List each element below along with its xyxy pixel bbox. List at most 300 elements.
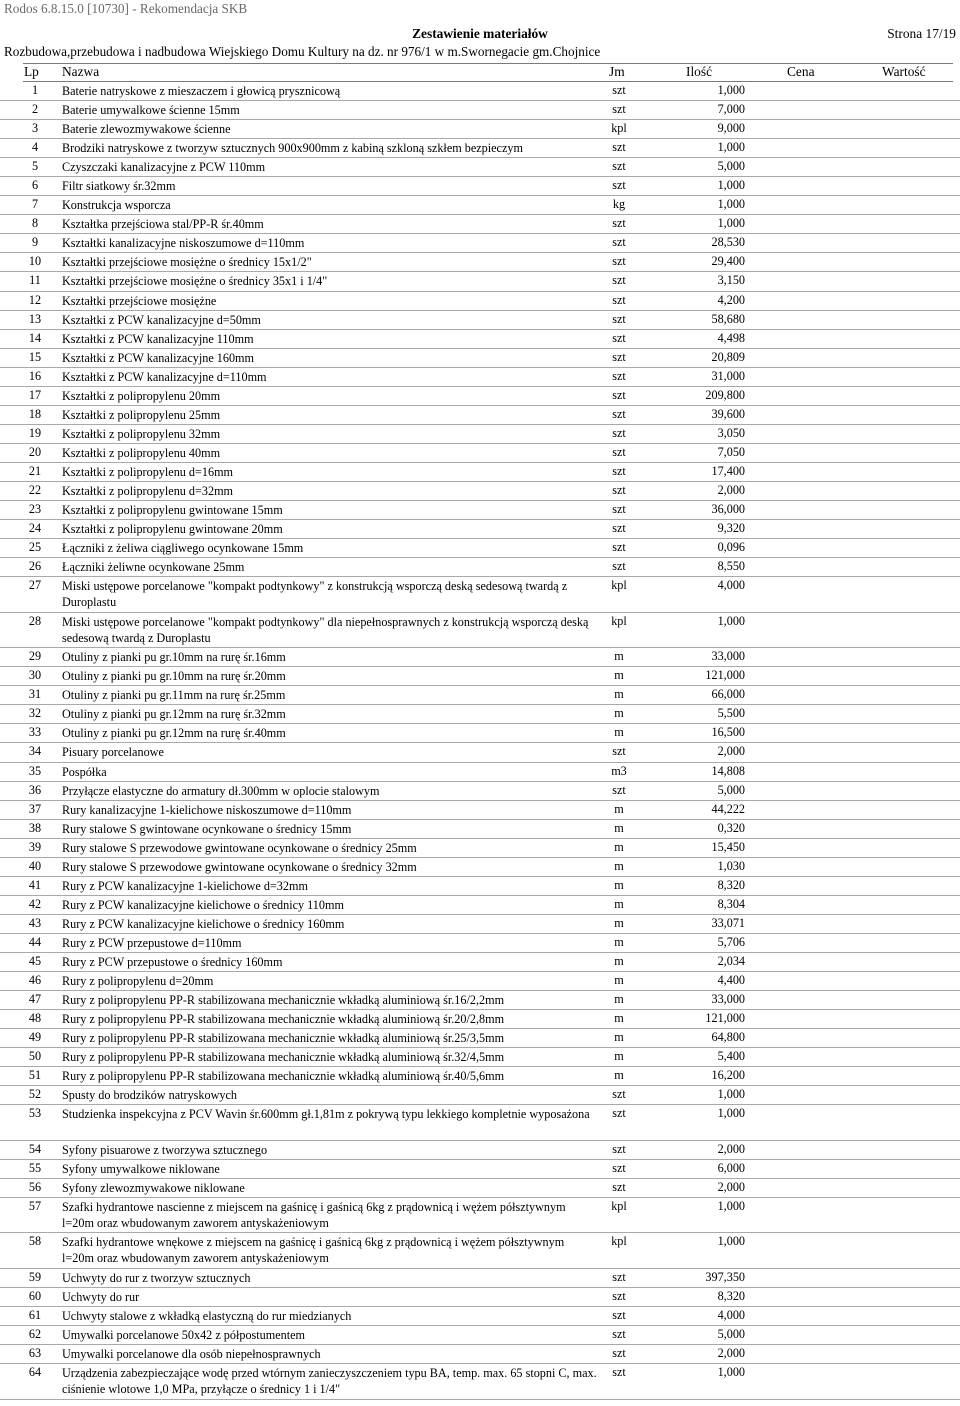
row-unit: m: [614, 801, 624, 816]
row-name: Baterie natryskowe z mieszaczem i głowicą prysznicową: [62, 84, 341, 98]
table-row: [0, 1307, 960, 1326]
row-name: Szafki hydrantowe wnękowe z miejscem na gaśnicę i gaśnicą 6kg z prądownicą i wężem półsztywnym l=20m oraz wbudowanym zaworem antyskażeniowym: [62, 1235, 565, 1266]
row-name: Otuliny z pianki pu gr.12mm na rurę śr.32mm: [62, 707, 286, 722]
row-unit: kpl: [611, 578, 627, 593]
row-name: Rury z polipropylenu PP-R stabilizowana mechanicznie wkładką aluminiową śr.32/4,5mm: [62, 1050, 505, 1065]
row-qty: 1,030: [717, 858, 745, 873]
row-lp: 19: [28, 425, 42, 440]
table-row: [0, 558, 960, 577]
table-row: [0, 349, 960, 368]
row-qty: 2,000: [717, 1179, 745, 1194]
row-lp: 34: [28, 744, 42, 759]
row-qty: 8,320: [717, 1289, 745, 1304]
row-lp: 31: [28, 687, 42, 702]
row-unit: szt: [612, 559, 626, 574]
row-lp: 3: [31, 121, 39, 136]
row-lp: 56: [28, 1179, 42, 1194]
table-row: [0, 101, 960, 120]
table-row: [0, 1067, 960, 1086]
row-unit: m: [614, 820, 624, 835]
row-unit: kpl: [611, 1234, 627, 1249]
row-unit: m: [614, 973, 624, 988]
row-lp: 62: [28, 1327, 42, 1342]
row-name: Rury z PCW kanalizacyjne 1-kielichowe d=32mm: [62, 878, 308, 893]
row-unit: szt: [612, 292, 626, 307]
row-unit: szt: [612, 140, 626, 155]
row-qty: 4,200: [717, 292, 745, 307]
row-unit: szt: [612, 368, 626, 383]
row-name: Kształtki przejściowe mosiężne o średnicy 35x1 i 1/4": [62, 274, 328, 289]
row-lp: 33: [28, 725, 42, 740]
table-row: [0, 1269, 960, 1288]
row-name: Kształtki z polipropylenu 40mm: [62, 445, 221, 460]
row-qty: 209,800: [705, 387, 745, 402]
row-unit: szt: [612, 482, 626, 497]
row-name: Kształtki z polipropylenu d=32mm: [62, 483, 234, 498]
row-qty: 66,000: [711, 687, 745, 702]
row-qty: 8,304: [717, 896, 745, 911]
row-qty: 2,000: [717, 482, 745, 497]
row-qty: 1,000: [717, 1234, 745, 1249]
row-qty: 9,000: [717, 121, 745, 136]
row-lp: 16: [28, 368, 42, 383]
row-unit: m: [614, 1030, 624, 1045]
table-row: [0, 330, 960, 349]
row-qty: 7,000: [717, 102, 745, 117]
table-row: [0, 1198, 960, 1234]
row-unit: szt: [612, 502, 626, 517]
row-qty: 4,400: [717, 973, 745, 988]
row-unit: szt: [612, 744, 626, 759]
row-qty: 8,550: [717, 559, 745, 574]
row-name: Kształtki z polipropylenu 32mm: [62, 426, 221, 441]
row-unit: m: [614, 992, 624, 1007]
row-name: Rury z PCW kanalizacyjne kielichowe o średnicy 160mm: [62, 916, 345, 931]
table-row: [0, 120, 960, 139]
row-unit: szt: [612, 463, 626, 478]
row-name: Kształtki kanalizacyjne niskoszumowe d=110mm: [62, 236, 305, 251]
row-lp: 58: [28, 1234, 42, 1249]
table-row: [0, 177, 960, 196]
row-qty: 39,600: [711, 406, 745, 421]
table-row: [0, 1141, 960, 1160]
row-unit: szt: [612, 1289, 626, 1304]
row-name: Studzienka inspekcyjna z PCV Wavin śr.600mm gł.1,81m z pokrywą typu lekkiego kompletnie wyposażona: [62, 1107, 590, 1122]
row-name: Miski ustępowe porcelanowe "kompakt podtynkowy" dla niepełnosprawnych z konstrukcją wsporczą deską sedesową twardą z Duroplastu: [62, 614, 589, 645]
row-lp: 24: [28, 521, 42, 536]
row-lp: 52: [28, 1087, 42, 1102]
row-unit: szt: [612, 1365, 626, 1380]
table-row: [0, 1105, 960, 1141]
table-row: [0, 648, 960, 667]
row-name: Rury z polipropylenu PP-R stabilizowana mechanicznie wkładką aluminiową śr.25/3,5mm: [62, 1031, 505, 1046]
row-lp: 49: [28, 1030, 42, 1045]
row-name: Otuliny z pianki pu gr.10mm na rurę śr.20mm: [62, 669, 286, 684]
table-row: [0, 724, 960, 743]
table-row: [0, 915, 960, 934]
table-row: [0, 972, 960, 991]
row-unit: szt: [612, 425, 626, 440]
row-unit: szt: [612, 1087, 626, 1102]
row-name: Konstrukcja wsporcza: [62, 198, 171, 213]
row-lp: 13: [28, 311, 42, 326]
row-qty: 2,000: [717, 1346, 745, 1361]
table-row: [0, 686, 960, 705]
row-unit: szt: [612, 540, 626, 555]
table-row: [0, 801, 960, 820]
row-name: Syfony umywalkowe niklowane: [62, 1161, 220, 1176]
report-title: Zestawienie materiałów: [412, 26, 548, 41]
table-row: [0, 839, 960, 858]
row-unit: szt: [612, 1179, 626, 1194]
row-unit: szt: [612, 1106, 626, 1121]
row-lp: 17: [28, 387, 42, 402]
row-name: Kształtki przejściowe mosiężne: [62, 293, 217, 308]
row-qty: 58,680: [711, 311, 745, 326]
row-unit: kpl: [611, 1198, 627, 1213]
row-unit: szt: [612, 1141, 626, 1156]
table-row: [0, 253, 960, 272]
row-qty: 15,450: [711, 839, 745, 854]
row-qty: 5,000: [717, 782, 745, 797]
row-unit: kpl: [611, 613, 627, 628]
row-lp: 23: [28, 502, 42, 517]
row-name: Kształtki z polipropylenu d=16mm: [62, 464, 234, 479]
row-lp: 61: [28, 1308, 42, 1323]
row-qty: 3,150: [717, 273, 745, 288]
col-value: Wartość: [882, 64, 926, 79]
row-lp: 8: [31, 216, 39, 231]
row-lp: 48: [28, 1011, 42, 1026]
row-unit: m: [614, 649, 624, 664]
row-qty: 1,000: [717, 197, 745, 212]
row-unit: szt: [612, 1308, 626, 1323]
row-lp: 5: [31, 159, 39, 174]
row-unit: szt: [612, 216, 626, 231]
row-qty: 121,000: [705, 668, 745, 683]
table-row: [0, 667, 960, 686]
row-name: Pospółka: [62, 764, 107, 779]
header-rule: [23, 63, 953, 64]
row-qty: 5,000: [717, 159, 745, 174]
col-name: Nazwa: [62, 64, 100, 79]
row-name: Syfony zlewozmywakowe niklowane: [62, 1180, 245, 1195]
table-row: [0, 934, 960, 953]
row-unit: m: [614, 915, 624, 930]
row-qty: 1,000: [717, 613, 745, 628]
row-qty: 0,096: [717, 540, 745, 555]
row-lp: 59: [28, 1269, 42, 1284]
row-name: Filtr siatkowy śr.32mm: [62, 179, 176, 194]
table-row: [0, 577, 960, 613]
table-row: [0, 234, 960, 253]
row-qty: 4,000: [717, 578, 745, 593]
row-qty: 5,706: [717, 934, 745, 949]
row-unit: szt: [612, 311, 626, 326]
table-row: [0, 520, 960, 539]
table-row: [0, 1086, 960, 1105]
row-lp: 1: [31, 83, 39, 97]
project-name: Rozbudowa,przebudowa i nadbudowa Wiejskiego Domu Kultury na dz. nr 976/1 w m.Swornegacie gm.Chojnice: [4, 44, 601, 59]
row-name: Rury z polipropylenu PP-R stabilizowana mechanicznie wkładką aluminiową śr.40/5,6mm: [62, 1069, 505, 1084]
row-name: Kształtki z PCW kanalizacyjne 110mm: [62, 331, 254, 346]
row-qty: 5,400: [717, 1049, 745, 1064]
row-qty: 1,000: [717, 1106, 745, 1121]
row-unit: m: [614, 877, 624, 892]
col-price: Cena: [787, 64, 815, 79]
table-row: [0, 1160, 960, 1179]
row-unit: m3: [611, 763, 627, 778]
table-row: [0, 368, 960, 387]
table-row: [0, 1010, 960, 1029]
table-row: [0, 613, 960, 649]
row-name: Kształtki z polipropylenu 20mm: [62, 388, 221, 403]
row-lp: 9: [31, 235, 39, 250]
row-lp: 63: [28, 1346, 42, 1361]
row-lp: 25: [28, 540, 42, 555]
row-lp: 4: [31, 140, 39, 155]
row-unit: m: [614, 1049, 624, 1064]
row-unit: szt: [612, 1327, 626, 1342]
row-qty: 1,000: [717, 1087, 745, 1102]
row-lp: 42: [28, 896, 42, 911]
row-qty: 4,000: [717, 1308, 745, 1323]
row-lp: 22: [28, 482, 42, 497]
table-row: [0, 482, 960, 501]
col-lp: Lp: [24, 64, 39, 79]
row-name: Kształtki z PCW kanalizacyjne d=110mm: [62, 369, 267, 384]
row-lp: 46: [28, 973, 42, 988]
row-lp: 32: [28, 706, 42, 721]
table-row: [0, 820, 960, 839]
row-lp: 12: [28, 292, 42, 307]
table-row: [0, 782, 960, 801]
row-name: Urządzenia zabezpieczające wodę przed wtórnym zanieczyszczeniem typu BA, temp. max. 65 stopni C, max. ciśnienie wlotowe 1,0 MPa, przyłącze o średnicy 1 i 1/4": [62, 1366, 597, 1397]
col-unit: Jm: [609, 64, 625, 79]
table-row: [0, 463, 960, 482]
table-row: [0, 1345, 960, 1364]
row-unit: m: [614, 668, 624, 683]
row-qty: 3,050: [717, 425, 745, 440]
row-qty: 20,809: [711, 349, 745, 364]
row-name: Rury z PCW przepustowe d=110mm: [62, 935, 242, 950]
row-lp: 51: [28, 1068, 42, 1083]
row-name: Kształtki z PCW kanalizacyjne 160mm: [62, 350, 255, 365]
table-row: [0, 444, 960, 463]
row-lp: 26: [28, 559, 42, 574]
row-qty: 1,000: [717, 140, 745, 155]
row-qty: 64,800: [711, 1030, 745, 1045]
row-name: Kształtka przejściowa stal/PP-R śr.40mm: [62, 217, 264, 232]
row-name: Pisuary porcelanowe: [62, 745, 164, 760]
row-name: Miski ustępowe porcelanowe "kompakt podtynkowy" z konstrukcją wsporczą deską sedesową twardą z Duroplastu: [62, 579, 568, 610]
row-unit: m: [614, 953, 624, 968]
table-row: [0, 272, 960, 291]
row-qty: 14,808: [711, 763, 745, 778]
row-name: Rury z polipropylenu d=20mm: [62, 974, 214, 989]
row-qty: 6,000: [717, 1160, 745, 1175]
row-lp: 40: [28, 858, 42, 873]
table-row: [0, 1364, 960, 1400]
row-name: Rury z PCW przepustowe o średnicy 160mm: [62, 954, 283, 969]
row-qty: 31,000: [711, 368, 745, 383]
row-lp: 28: [28, 613, 42, 628]
table-row: [0, 196, 960, 215]
row-qty: 0,320: [717, 820, 745, 835]
row-name: Kształtki przejściowe mosiężne o średnicy 15x1/2": [62, 255, 312, 270]
row-unit: szt: [612, 102, 626, 117]
row-qty: 17,400: [711, 463, 745, 478]
table-row: [0, 1233, 960, 1269]
row-unit: szt: [612, 159, 626, 174]
row-qty: 36,000: [711, 502, 745, 517]
row-name: Uchwyty do rur z tworzyw sztucznych: [62, 1270, 251, 1285]
row-qty: 121,000: [705, 1011, 745, 1026]
materials-table: [0, 82, 960, 1400]
row-qty: 7,050: [717, 444, 745, 459]
row-lp: 15: [28, 349, 42, 364]
row-qty: 9,320: [717, 521, 745, 536]
row-unit: szt: [612, 1346, 626, 1361]
row-lp: 53: [28, 1106, 42, 1121]
row-lp: 7: [31, 197, 39, 212]
row-lp: 36: [28, 782, 42, 797]
table-row: [0, 953, 960, 972]
row-name: Otuliny z pianki pu gr.11mm na rurę śr.25mm: [62, 688, 286, 703]
row-lp: 57: [28, 1198, 42, 1213]
row-unit: m: [614, 896, 624, 911]
row-name: Kształtki z polipropylenu gwintowane 20mm: [62, 522, 283, 537]
row-unit: m: [614, 934, 624, 949]
table-row: [0, 877, 960, 896]
row-name: Otuliny z pianki pu gr.10mm na rurę śr.16mm: [62, 650, 286, 665]
table-row: [0, 1288, 960, 1307]
row-lp: 10: [28, 254, 42, 269]
row-name: Rury z polipropylenu PP-R stabilizowana mechanicznie wkładką aluminiową śr.20/2,8mm: [62, 1012, 505, 1027]
row-qty: 8,320: [717, 877, 745, 892]
row-name: Spusty do brodzików natryskowych: [62, 1088, 238, 1103]
row-lp: 29: [28, 649, 42, 664]
row-lp: 35: [28, 763, 42, 778]
row-unit: m: [614, 706, 624, 721]
row-name: Kształtki z polipropylenu gwintowane 15mm: [62, 503, 283, 518]
row-name: Otuliny z pianki pu gr.12mm na rurę śr.40mm: [62, 726, 286, 741]
row-name: Rury z PCW kanalizacyjne kielichowe o średnicy 110mm: [62, 897, 344, 912]
table-row: [0, 1048, 960, 1067]
row-lp: 20: [28, 444, 42, 459]
table-row: [0, 215, 960, 234]
row-lp: 54: [28, 1141, 42, 1156]
row-name: Kształtki z polipropylenu 25mm: [62, 407, 221, 422]
row-unit: kpl: [611, 121, 627, 136]
row-name: Brodziki natryskowe z tworzyw sztucznych 900x900mm z kabiną szkloną szkłem bezpieczym: [62, 141, 523, 156]
row-lp: 64: [28, 1365, 42, 1380]
row-name: Rury stalowe S gwintowane ocynkowane o średnicy 15mm: [62, 821, 352, 836]
row-unit: m: [614, 725, 624, 740]
row-lp: 14: [28, 330, 42, 345]
row-qty: 16,200: [711, 1068, 745, 1083]
table-row: [0, 406, 960, 425]
table-row: [0, 139, 960, 158]
table-row: [0, 1326, 960, 1345]
page-number: Strona 17/19: [887, 26, 956, 41]
row-name: Umywalki porcelanowe dla osób niepełnosprawnych: [62, 1347, 321, 1362]
row-name: Umywalki porcelanowe 50x42 z półpostumentem: [62, 1328, 306, 1343]
row-qty: 29,400: [711, 254, 745, 269]
row-unit: szt: [612, 1160, 626, 1175]
row-qty: 33,000: [711, 649, 745, 664]
row-lp: 21: [28, 463, 42, 478]
row-lp: 6: [31, 178, 39, 193]
row-lp: 44: [28, 934, 42, 949]
row-qty: 1,000: [717, 216, 745, 231]
row-lp: 50: [28, 1049, 42, 1064]
row-lp: 39: [28, 839, 42, 854]
row-name: Czyszczaki kanalizacyjne z PCW 110mm: [62, 160, 266, 175]
row-unit: m: [614, 858, 624, 873]
table-row: [0, 425, 960, 444]
row-lp: 30: [28, 668, 42, 683]
row-lp: 27: [28, 578, 42, 593]
row-unit: szt: [612, 273, 626, 288]
row-qty: 2,000: [717, 1141, 745, 1156]
row-qty: 4,498: [717, 330, 745, 345]
row-lp: 55: [28, 1160, 42, 1175]
row-unit: szt: [612, 387, 626, 402]
row-unit: m: [614, 1011, 624, 1026]
row-unit: szt: [612, 1269, 626, 1284]
row-name: Łączniki żeliwne ocynkowane 25mm: [62, 560, 245, 575]
row-name: Rury z polipropylenu PP-R stabilizowana mechanicznie wkładką aluminiową śr.16/2,2mm: [62, 993, 505, 1008]
row-unit: szt: [612, 178, 626, 193]
row-qty: 28,530: [711, 235, 745, 250]
row-name: Baterie zlewozmywakowe ścienne: [62, 122, 231, 137]
row-unit: szt: [612, 235, 626, 250]
row-qty: 33,071: [711, 915, 745, 930]
table-row: [0, 387, 960, 406]
table-row: [0, 539, 960, 558]
row-qty: 1,000: [717, 178, 745, 193]
row-name: Przyłącze elastyczne do armatury dł.300mm w oplocie stalowym: [62, 783, 380, 798]
row-name: Szafki hydrantowe nascienne z miejscem na gaśnicę i gaśnicą 6kg z prądownicą i wężem półsztywnym l=20m oraz wbudowanym zaworem antyskażeniowym: [62, 1199, 566, 1230]
col-qty: Ilość: [686, 64, 713, 79]
table-row: [0, 501, 960, 520]
row-lp: 43: [28, 915, 42, 930]
row-unit: szt: [612, 330, 626, 345]
row-unit: m: [614, 687, 624, 702]
row-lp: 38: [28, 820, 42, 835]
table-row: [0, 743, 960, 762]
table-header: [0, 63, 960, 81]
table-row: [0, 82, 960, 101]
row-name: Syfony pisuarowe z tworzywa sztucznego: [62, 1142, 268, 1157]
row-lp: 37: [28, 801, 42, 816]
row-lp: 18: [28, 406, 42, 421]
row-lp: 41: [28, 877, 42, 892]
table-row: [0, 1179, 960, 1198]
row-lp: 45: [28, 953, 42, 968]
table-row: [0, 311, 960, 330]
row-qty: 16,500: [711, 725, 745, 740]
row-qty: 1,000: [717, 83, 745, 97]
row-unit: szt: [612, 782, 626, 797]
row-qty: 1,000: [717, 1365, 745, 1380]
row-name: Kształtki z PCW kanalizacyjne d=50mm: [62, 312, 261, 327]
row-lp: 47: [28, 992, 42, 1007]
app-name: Rodos 6.8.15.0 [10730] - Rekomendacja SKB: [4, 1, 248, 16]
row-name: Baterie umywalkowe ścienne 15mm: [62, 103, 240, 118]
table-row: [0, 991, 960, 1010]
